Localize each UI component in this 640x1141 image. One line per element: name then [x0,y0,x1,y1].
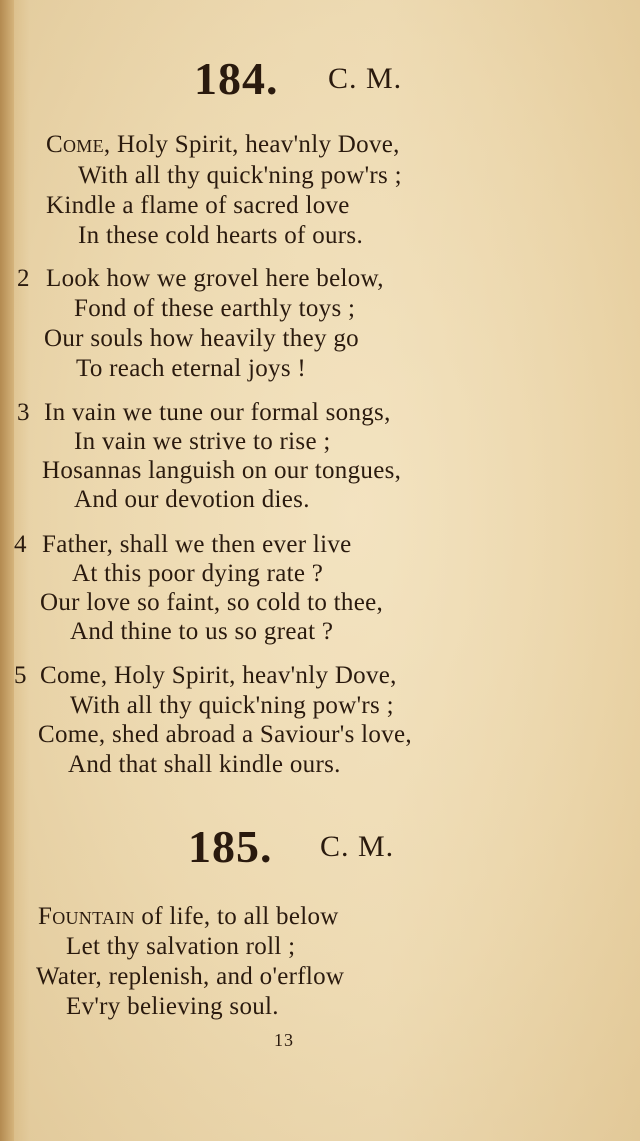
verse-line: Our love so faint, so cold to thee, [40,589,384,616]
page-gutter [0,0,14,1141]
hymn-meter: C. M. [328,62,403,95]
verse-line: Ev'ry believing soul. [66,993,279,1020]
verse-line: To reach eternal joys ! [76,355,307,382]
verse-line: At this poor dying rate ? [72,560,324,587]
hymn-number: 185. [188,821,273,872]
verse-line [46,130,400,160]
verse-line: Come, Holy Spirit, heav'nly Dove, [40,662,397,689]
verse-line: In vain we tune our formal songs, [44,399,391,426]
verse-line: Fond of these earthly toys ; [74,295,356,322]
verse-line: In these cold hearts of ours. [78,222,364,249]
verse-line: And thine to us so great ? [70,618,334,645]
verse-line: With all thy quick'ning pow'rs ; [78,162,402,189]
verse-line: With all thy quick'ning pow'rs ; [70,692,394,719]
verse-line: Come, shed abroad a Saviour's love, [38,721,412,748]
verse-line [38,902,339,932]
hymn-number: 184. [194,53,279,104]
verse-line: And that shall kindle ours. [68,751,341,778]
verse-line: Father, shall we then ever live [42,531,352,558]
first-word: Come, [46,131,111,158]
verse-number: 4 [14,531,27,558]
verse-line: Look how we grovel here below, [46,265,384,292]
verse-line-text: Holy Spirit, heav'nly Dove, [110,131,400,158]
verse-number: 2 [17,265,30,292]
verse-line: Let thy salvation roll ; [66,933,296,960]
verse-number: 3 [17,399,30,426]
hymn-meter: C. M. [320,830,395,863]
verse-line: In vain we strive to rise ; [74,428,331,455]
first-word: Fountain [38,903,135,930]
verse-number: 5 [14,662,27,689]
verse-line: Kindle a flame of sacred love [46,192,350,219]
verse-line: Water, replenish, and o'erflow [36,963,345,990]
verse-line: Hosannas languish on our tongues, [42,457,402,484]
page-signature: 13 [274,1030,294,1050]
verse-line-text: of life, to all below [134,903,339,930]
verse-line: Our souls how heavily they go [44,325,359,352]
verse-line: And our devotion dies. [74,486,310,513]
